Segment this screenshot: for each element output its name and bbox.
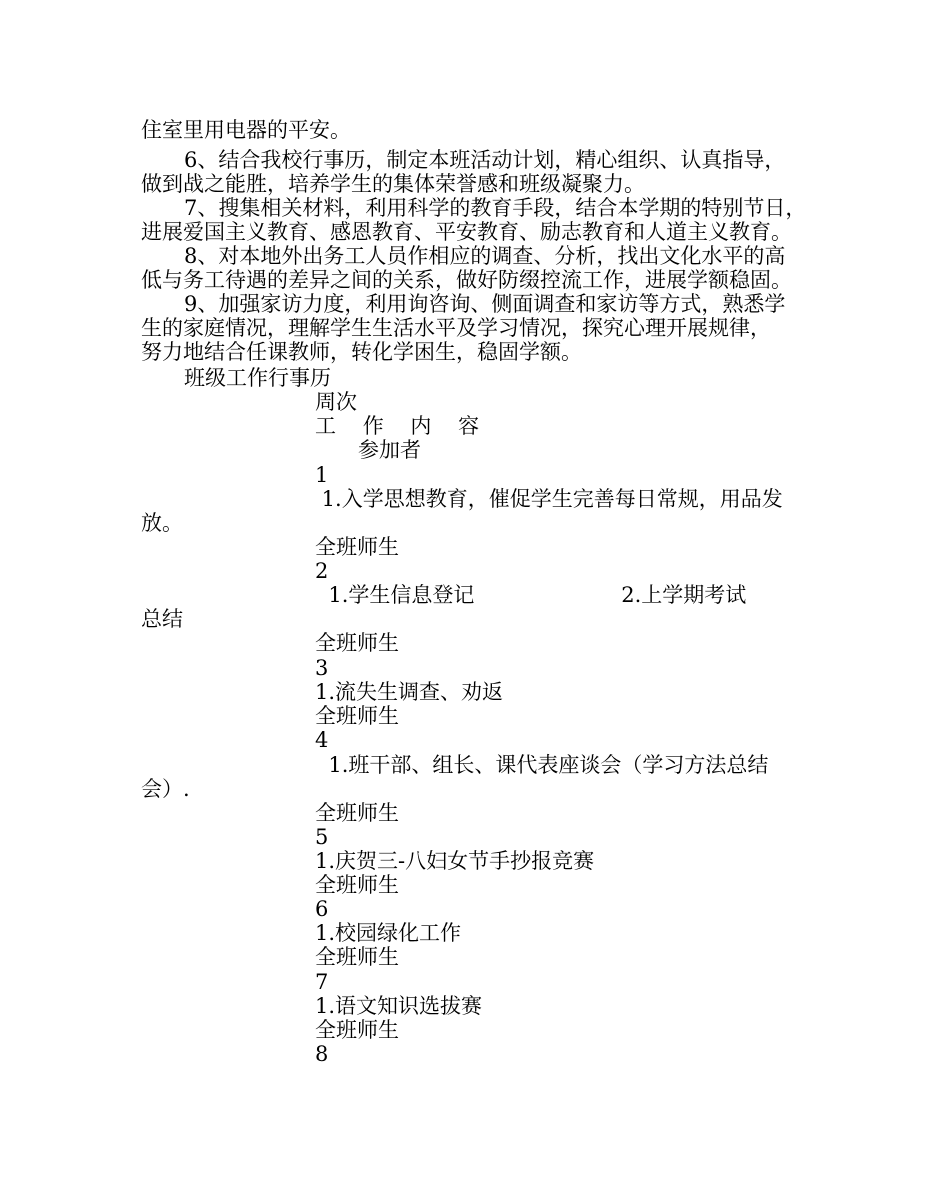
paragraph-8-line-2: 低与务工待遇的差异之间的关系，做好防缀控流工作，进展学额稳固。 [141, 268, 792, 292]
week-participants: 全班师生 [315, 631, 399, 655]
week-number: 2 [315, 559, 329, 583]
week-content-line: 1.校园绿化工作 [315, 921, 462, 945]
week-number: 8 [315, 1042, 329, 1066]
week-participants: 全班师生 [315, 801, 399, 825]
paragraph-8-line-1: 8、对本地外出务工人员作相应的调查、分析，找出文化水平的高 [184, 244, 786, 268]
paragraph-6-line-1: 6、结合我校行事历，制定本班活动计划，精心组织、认真指导， [184, 148, 786, 172]
week-number: 6 [315, 897, 329, 921]
week-number: 3 [315, 656, 329, 680]
week-content-line: 1.入学思想教育，催促学生完善每日常规，用品发 [315, 487, 783, 511]
week-number: 1 [315, 463, 329, 487]
paragraph-9-line-2: 生的家庭情况，理解学生生活水平及学习情况，探究心理开展规律， [141, 316, 771, 340]
paragraph-line: 住室里用电器的平安。 [141, 118, 351, 142]
week-content-line: 1.庆贺三-八妇女节手抄报竞赛 [315, 849, 595, 873]
week-content-line: 1.学生信息登记 2.上学期考试 [315, 583, 747, 607]
paragraph-6-line-2: 做到战之能胜，培养学生的集体荣誉感和班级凝聚力。 [141, 172, 645, 196]
week-participants: 全班师生 [315, 945, 399, 969]
week-participants: 全班师生 [315, 535, 399, 559]
week-content-line: 1.流失生调查、劝返 [315, 680, 504, 704]
week-content-line: 放。 [141, 511, 183, 535]
week-number: 7 [315, 970, 329, 994]
calendar-title: 班级工作行事历 [184, 366, 331, 390]
paragraph-7-line-2: 进展爱国主义教育、感恩教育、平安教育、励志教育和人道主义教育。 [141, 220, 792, 244]
week-participants: 全班师生 [315, 1018, 399, 1042]
paragraph-9-line-3: 努力地结合任课教师，转化学困生，稳固学额。 [141, 340, 582, 364]
header-week: 周次 [315, 390, 357, 414]
week-participants: 全班师生 [315, 704, 399, 728]
week-content-line: 1.班干部、组长、课代表座谈会（学习方法总结 [315, 753, 769, 777]
week-number: 4 [315, 728, 329, 752]
week-content-line: 总结 [141, 607, 183, 631]
week-content-line: 1.语文知识选拔赛 [315, 994, 483, 1018]
week-participants: 全班师生 [315, 873, 399, 897]
week-number: 5 [315, 825, 329, 849]
header-participants: 参加者 [358, 438, 421, 462]
paragraph-9-line-1: 9、加强家访力度，利用询咨询、侧面调查和家访等方式，熟悉学 [184, 292, 786, 316]
header-content: 工 作 内 容 [315, 414, 480, 438]
paragraph-7-line-1: 7、搜集相关材料，利用科学的教育手段，结合本学期的特别节日， [184, 196, 807, 220]
week-content-line: 会）. [141, 777, 190, 801]
